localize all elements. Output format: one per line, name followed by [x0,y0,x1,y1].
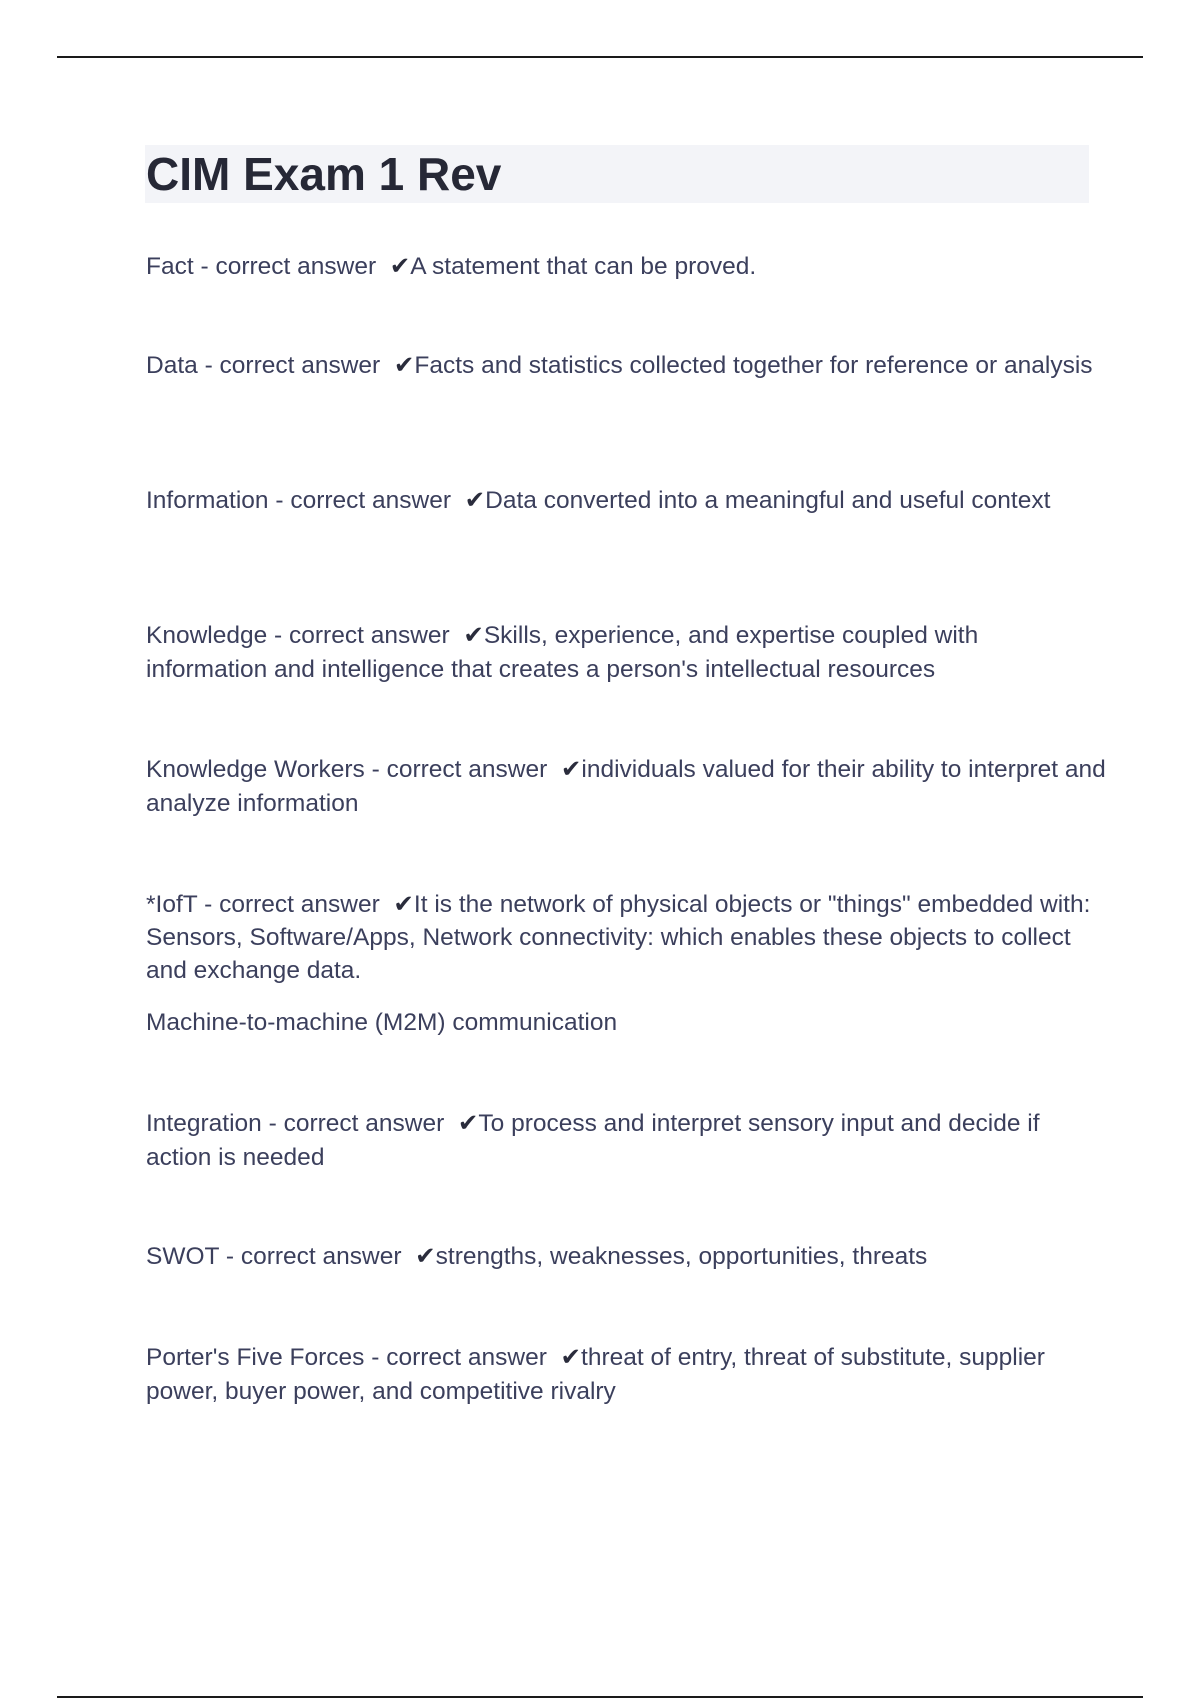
entry-term: Information [146,487,269,514]
answer-marker: correct answer [386,1344,547,1371]
qa-entry-information: Information - correct answer ✔Data converted into a meaningful and useful context [146,487,1051,514]
entry-definition: It is the network of physical objects or "things" embedded with: Sensors, Software/Apps, Network connectivity: which enables these objects to collect and exchange data. [146,891,1091,984]
answer-marker: correct answer [240,1243,402,1270]
answer-marker: correct answer [289,622,450,649]
check-icon: ✔ [464,487,486,514]
entry-definition: Data converted into a meaningful and useful context [485,487,1051,514]
check-icon: ✔ [389,253,411,280]
entry-term: SWOT [146,1243,220,1270]
entry-term: Fact [146,253,194,280]
check-icon: ✔ [560,1344,582,1371]
check-icon: ✔ [415,1243,436,1270]
qa-entry-knowledge-workers: Knowledge Workers - correct answer ✔individuals valued for their ability to interpret and analyze information [146,756,1106,817]
qa-entry-data: Data - correct answer ✔Facts and statistics collected together for reference or analysis [146,352,1093,379]
qa-entry-ioft: *IofT - correct answer ✔It is the network of physical objects or "things" embedded with: Sensors, Software/Apps, Network connectivity: which enables these objects to collect and exchange data. [146,891,1091,984]
entry-term: Porter's Five Forces [146,1344,365,1371]
check-icon: ✔ [457,1110,479,1137]
entry-term: Data [146,352,198,379]
entry-definition: individuals valued for their ability to interpret and analyze information [146,756,1106,817]
answer-marker: correct answer [219,352,381,379]
check-icon: ✔ [560,756,582,783]
answer-marker: correct answer [290,487,452,514]
entry-term: Integration [146,1110,262,1137]
entry-term: Knowledge Workers [146,756,365,783]
entry-definition: Facts and statistics collected together for reference or analysis [414,352,1093,379]
entry-term: Knowledge [146,622,268,649]
bottom-rule [57,1696,1143,1698]
check-icon: ✔ [393,891,414,918]
entry-note: Machine-to-machine (M2M) communication [146,1009,618,1036]
qa-entry-swot: SWOT - correct answer ✔strengths, weaknesses, opportunities, threats [146,1243,928,1270]
answer-marker: correct answer [283,1110,445,1137]
entry-definition: Skills, experience, and expertise coupled with information and intelligence that creates a person's intellectual resources [146,622,979,683]
answer-marker: correct answer [386,756,548,783]
answer-marker: correct answer [219,891,380,918]
entry-definition: threat of entry, threat of substitute, supplier power, buyer power, and competitive rivalry [146,1344,1045,1405]
entry-definition: To process and interpret sensory input and decide if action is needed [146,1110,1040,1171]
qa-entry-knowledge: Knowledge - correct answer ✔Skills, experience, and expertise coupled with information and intelligence that creates a person's intellectual resources [146,622,979,683]
check-icon: ✔ [393,352,415,379]
entry-definition: strengths, weaknesses, opportunities, threats [435,1243,928,1270]
entry-definition: A statement that can be proved. [410,253,757,280]
qa-entry-integration: Integration - correct answer ✔To process and interpret sensory input and decide if action is needed [146,1110,1040,1171]
page-title: CIM Exam 1 Rev [146,148,502,200]
qa-entry-porters-five-forces: Porter's Five Forces - correct answer ✔threat of entry, threat of substitute, supplier power, buyer power, and competitive rivalry [146,1344,1045,1405]
top-rule [57,56,1143,58]
answer-marker: correct answer [215,253,377,280]
check-icon: ✔ [463,622,484,649]
qa-entry-fact: Fact - correct answer ✔A statement that can be proved. [146,253,757,280]
entry-term: *IofT [146,891,198,918]
